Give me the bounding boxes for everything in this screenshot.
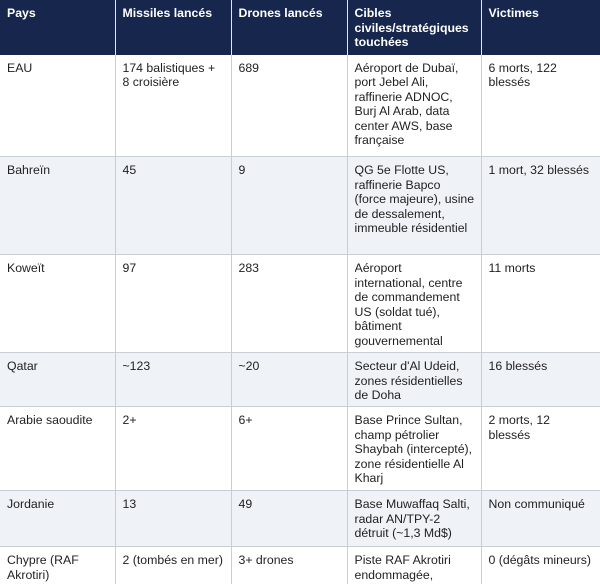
cell-drones: 3+ drones: [231, 547, 347, 584]
targets-text: Aéroport international, centre de commandement US (soldat tué), bâtiment gouvernemental: [354, 261, 463, 348]
cell-country: EAU: [0, 55, 115, 157]
cell-victims: 6 morts, 122 blessés: [481, 55, 600, 157]
cell-drones: 49: [231, 491, 347, 547]
cell-targets: Base Muwaffaq Salti, radar AN/TPY-2 détruit (~1,3 Md$): [347, 491, 481, 547]
header-missiles: Missiles lancés: [115, 0, 231, 55]
cell-targets: Base Prince Sultan, champ pétrolier Shaybah (intercepté), zone résidentielle Al Kharj: [347, 407, 481, 491]
cell-missiles: 97: [115, 255, 231, 353]
table-row: [0, 407, 600, 491]
table-row: [0, 157, 600, 255]
cell-victims: 16 blessés: [481, 353, 600, 407]
cell-country: Chypre (RAF Akrotiri): [0, 547, 115, 584]
cell-drones: ~20: [231, 353, 347, 407]
cell-country: Koweït: [0, 255, 115, 353]
cell-drones: 6+: [231, 407, 347, 491]
table-row: [0, 491, 600, 547]
table-row: [0, 547, 600, 584]
cell-targets: QG 5e Flotte US, raffinerie Bapco (force majeure), usine de dessalement, immeuble résidentiel: [347, 157, 481, 255]
cell-missiles: 45: [115, 157, 231, 255]
cell-missiles: 2 (tombés en mer): [115, 547, 231, 584]
cell-drones: 283: [231, 255, 347, 353]
cell-victims: 2 morts, 12 blessés: [481, 407, 600, 491]
cell-country: Arabie saoudite: [0, 407, 115, 491]
cell-victims: 0 (dégâts mineurs): [481, 547, 600, 584]
cell-targets: [347, 255, 481, 353]
table-row: [0, 353, 600, 407]
cell-missiles: 2+: [115, 407, 231, 491]
cell-targets: Piste RAF Akrotiri endommagée,: [347, 547, 481, 584]
header-drones: Drones lancés: [231, 0, 347, 55]
cell-targets: Aéroport de Dubaï, port Jebel Ali, raffinerie ADNOC, Burj Al Arab, data center AWS, base française: [347, 55, 481, 157]
header-country: Pays: [0, 0, 115, 55]
cell-drones: 689: [231, 55, 347, 157]
cell-targets: Secteur d'Al Udeid, zones résidentielles de Doha: [347, 353, 481, 407]
cell-victims: 11 morts: [481, 255, 600, 353]
cell-drones: 9: [231, 157, 347, 255]
header-victims: Victimes: [481, 0, 600, 55]
header-targets: Cibles civiles/stratégiques touchées: [347, 0, 481, 55]
cell-country: Jordanie: [0, 491, 115, 547]
cell-victims: Non communiqué: [481, 491, 600, 547]
cell-country: Qatar: [0, 353, 115, 407]
table-row: [0, 255, 600, 353]
cell-missiles: 13: [115, 491, 231, 547]
cell-missiles: 174 balistiques + 8 croisière: [115, 55, 231, 157]
cell-country: Bahreïn: [0, 157, 115, 255]
table-header-row: [0, 0, 600, 55]
cell-missiles: ~123: [115, 353, 231, 407]
table-row: [0, 55, 600, 157]
cell-victims: 1 mort, 32 blessés: [481, 157, 600, 255]
